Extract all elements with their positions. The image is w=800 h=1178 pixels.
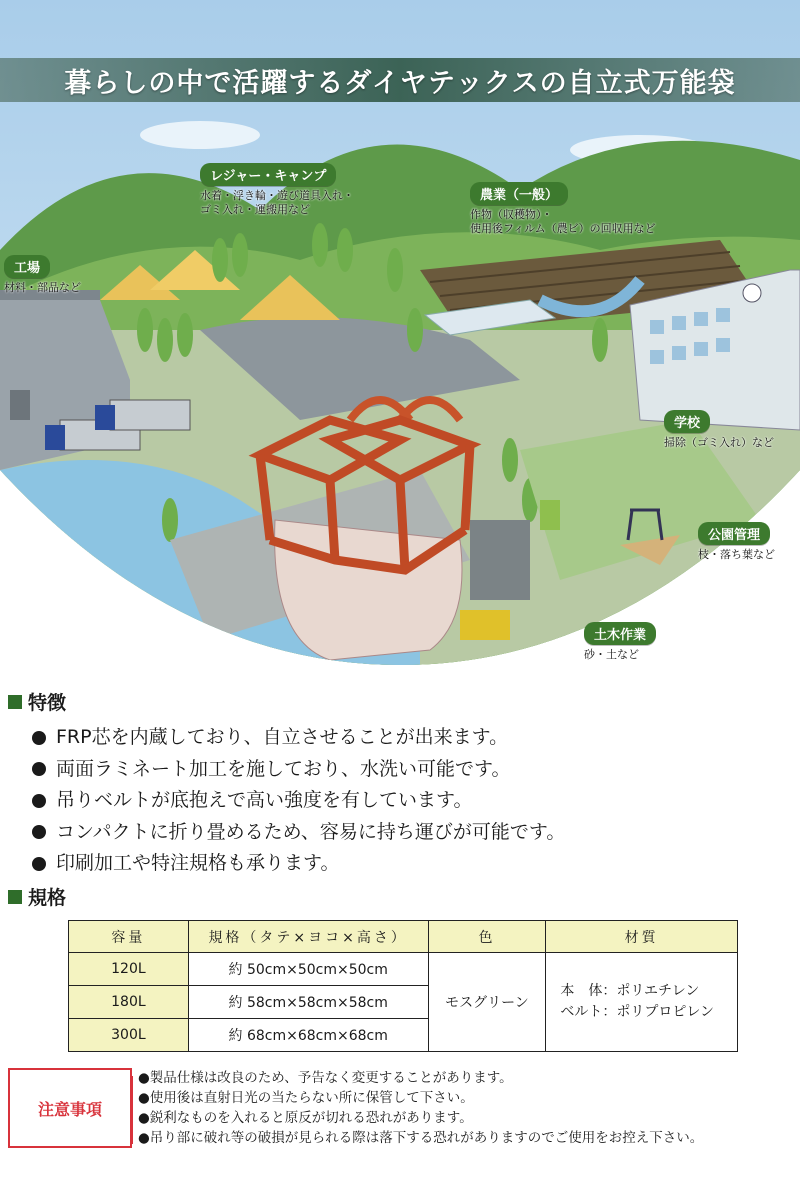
heading-square-icon — [8, 695, 22, 709]
bullet-icon — [32, 794, 46, 808]
tag-school-label: 学校 — [664, 410, 710, 433]
tag-leisure — [200, 163, 354, 217]
tag-park-label: 公園管理 — [698, 522, 770, 545]
feature-item — [32, 785, 565, 817]
feature-item — [32, 754, 565, 786]
heading-square-icon — [8, 890, 22, 904]
bullet-icon — [32, 825, 46, 839]
tag-farming-desc-2: 使用後フィルム（農ビ）の回収用など — [470, 222, 656, 235]
feature-text: 吊りベルトが底抱えで高い強度を有しています。 — [56, 789, 473, 811]
tag-school-desc: 掃除（ゴミ入れ）など — [664, 436, 774, 449]
tag-factory — [4, 255, 81, 295]
tag-park — [698, 522, 775, 562]
table-row — [69, 953, 738, 986]
caution-label: 注意事項 — [37, 1099, 102, 1119]
capacity-cell: 120L — [69, 953, 189, 986]
feature-item — [32, 722, 565, 754]
spec-heading-text: 規格 — [28, 887, 67, 909]
col-header-material: 材質 — [546, 921, 738, 953]
size-cell: 約 68cm×68cm×68cm — [188, 1019, 428, 1052]
caution-item: ●製品仕様は改良のため、予告なく変更することがあります。 — [138, 1070, 513, 1086]
tag-farming-label: 農業（一般） — [470, 182, 568, 205]
material-belt: ベルト：ポリプロピレン — [560, 1004, 714, 1020]
col-header-size: 規格（タテ×ヨコ×高さ） — [188, 921, 428, 953]
feature-text: 両面ラミネート加工を施しており、水洗い可能です。 — [56, 757, 511, 780]
color-cell: モスグリーン — [428, 953, 546, 1052]
tag-civil — [584, 622, 656, 662]
tag-farming-desc — [470, 208, 656, 236]
feature-text: コンパクトに折り畳めるため、容易に持ち運びが可能です。 — [56, 820, 566, 843]
caution-item: ●鋭利なものを入れると原反が切れる恐れがあります。 — [138, 1110, 473, 1126]
size-cell: 約 58cm×58cm×58cm — [188, 986, 428, 1019]
features-heading — [8, 688, 66, 715]
caution-label-box — [8, 1068, 132, 1148]
feature-item — [32, 848, 565, 880]
material-cell — [546, 953, 738, 1052]
capacity-cell: 180L — [69, 986, 189, 1019]
tag-leisure-desc-1: 水着・浮き輪・遊び道具入れ・ — [200, 189, 354, 202]
features-list — [32, 722, 565, 880]
col-header-capacity: 容量 — [69, 921, 189, 953]
feature-text: FRP芯を内蔵しており、自立させることが出来ます。 — [56, 726, 509, 748]
bullet-icon — [32, 762, 46, 776]
title-band — [0, 58, 800, 102]
tag-factory-label: 工場 — [4, 255, 50, 278]
spec-header-row — [69, 921, 738, 953]
caution-list — [138, 1068, 703, 1148]
caution-item: ●吊り部に破れ等の破損が見られる際は落下する恐れがありますのでご使用をお控え下さい。 — [138, 1130, 704, 1146]
features-heading-text: 特徴 — [28, 692, 67, 714]
caution-item: ●使用後は直射日光の当たらない所に保管して下さい。 — [138, 1090, 474, 1106]
col-header-color: 色 — [428, 921, 546, 953]
tag-leisure-desc — [200, 189, 354, 217]
tag-factory-desc: 材料・部品など — [4, 281, 81, 294]
material-body: 本 体：ポリエチレン — [560, 983, 700, 999]
tag-leisure-desc-2: ゴミ入れ・運搬用など — [200, 203, 310, 216]
spec-table — [68, 920, 738, 1052]
tag-farming-desc-1: 作物（収穫物）・ — [470, 208, 553, 221]
bullet-icon — [32, 731, 46, 745]
size-cell: 約 50cm×50cm×50cm — [188, 953, 428, 986]
feature-item — [32, 817, 565, 849]
tag-civil-label: 土木作業 — [584, 622, 656, 645]
tag-park-desc: 枝・落ち葉など — [698, 548, 775, 561]
spec-heading — [8, 883, 66, 910]
tag-school — [664, 410, 774, 450]
feature-text: 印刷加工や特注規格も承ります。 — [56, 852, 340, 874]
tag-farming — [470, 182, 656, 236]
tag-civil-desc: 砂・土など — [584, 648, 639, 661]
capacity-cell: 300L — [69, 1019, 189, 1052]
bullet-icon — [32, 857, 46, 871]
tag-leisure-label: レジャー・キャンプ — [200, 163, 336, 186]
page-title: 暮らしの中で活躍するダイヤテックスの自立式万能袋 — [64, 67, 736, 99]
